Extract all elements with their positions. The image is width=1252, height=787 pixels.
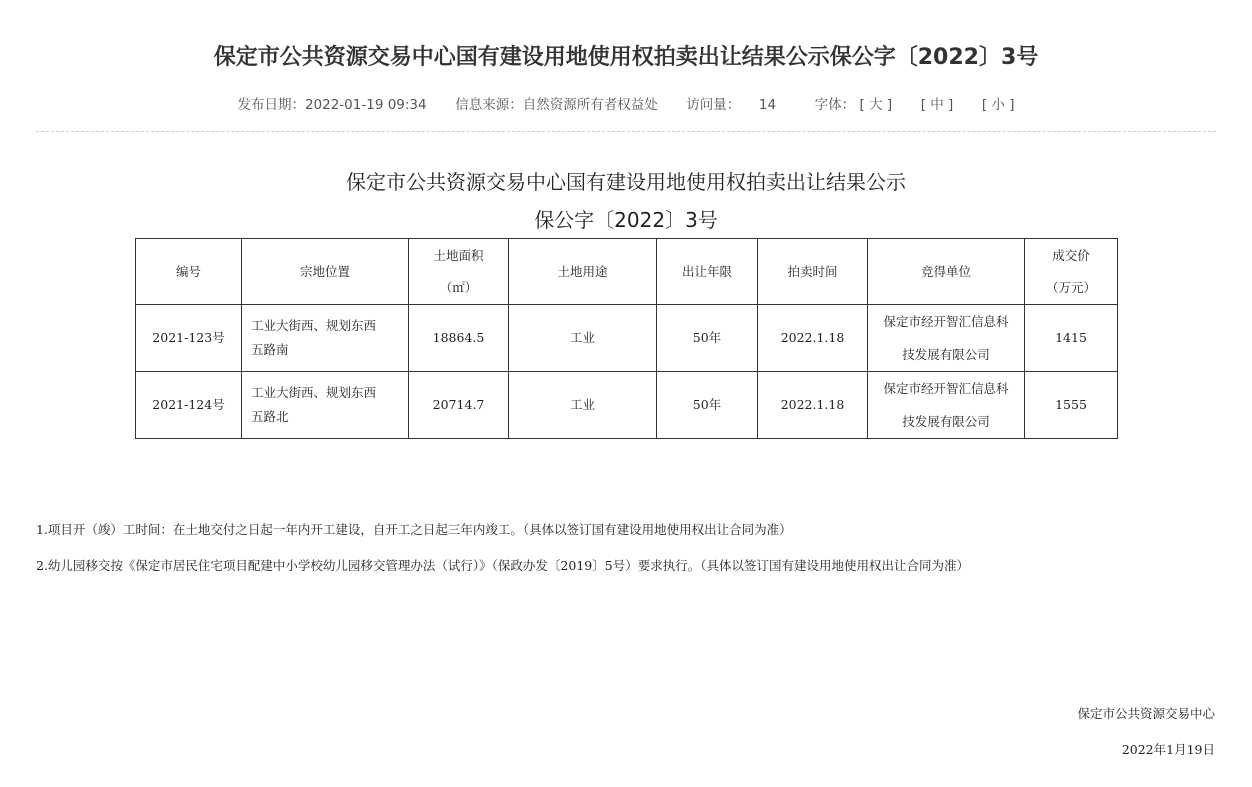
cell-winner: [868, 372, 1025, 439]
source-label: 信息来源：: [455, 97, 523, 113]
page-title: 保定市公共资源交易中心国有建设用地使用权拍卖出让结果公示保公字〔2022〕3号: [213, 45, 1039, 70]
cell-winner-line2: 技发展有限公司: [902, 414, 990, 429]
auction-result-table: [135, 238, 1118, 439]
font-size-label: 字体：: [814, 97, 856, 113]
header-auction-time: 拍卖时间: [758, 239, 868, 305]
cell-number: 2021-123号: [136, 305, 242, 372]
document-number: 保公字〔2022〕3号: [534, 208, 718, 232]
table-row: [136, 372, 1118, 439]
cell-location-line2: 五路南: [251, 342, 289, 357]
font-medium-button[interactable]: [ 中 ]: [920, 97, 954, 113]
font-large-button[interactable]: [ 大 ]: [859, 97, 893, 113]
cell-area: 20714.7: [409, 372, 509, 439]
cell-usage: 工业: [509, 305, 657, 372]
cell-location-line1: 工业大街西、规划东西: [251, 385, 377, 400]
header-price-unit: （万元）: [1045, 279, 1096, 295]
cell-term: 50年: [657, 305, 758, 372]
publish-date-label: 发布日期：: [237, 97, 305, 113]
cell-location: [242, 372, 409, 439]
cell-winner: [868, 305, 1025, 372]
note-item: 2.幼儿园移交按《保定市居民住宅项目配建中小学校幼儿园移交管理办法（试行）》（保政办发〔2019〕5号）要求执行。（具体以签订国有建设用地使用权出让合同为准）: [36, 558, 969, 573]
article-meta: [0, 93, 1252, 113]
table-header-row: [136, 239, 1118, 305]
publish-date: 2022-01-19 09:34: [304, 97, 427, 113]
header-number: 编号: [136, 239, 242, 305]
signature-organization: 保定市公共资源交易中心: [1077, 706, 1215, 721]
cell-price: 1555: [1025, 372, 1118, 439]
cell-term: 50年: [657, 372, 758, 439]
views-label: 访问量：: [686, 97, 741, 113]
header-divider: [36, 131, 1216, 132]
font-small-button[interactable]: [ 小 ]: [981, 97, 1015, 113]
views-count: 14: [758, 97, 777, 113]
header-area: [409, 239, 509, 305]
document-title: 保定市公共资源交易中心国有建设用地使用权拍卖出让结果公示: [346, 170, 906, 194]
cell-winner-line1: 保定市经开智汇信息科: [883, 314, 1009, 329]
cell-usage: 工业: [509, 372, 657, 439]
cell-number: 2021-124号: [136, 372, 242, 439]
header-term: 出让年限: [657, 239, 758, 305]
header-area-label: 土地面积: [433, 247, 484, 263]
cell-auction-time: 2022.1.18: [758, 372, 868, 439]
header-winner: 竞得单位: [868, 239, 1025, 305]
note-item: 1.项目开（竣）工时间：在土地交付之日起一年内开工建设，自开工之日起三年内竣工。（具体以签订国有建设用地使用权出让合同为准）: [36, 522, 792, 537]
table-row: [136, 305, 1118, 372]
header-price-label: 成交价: [1052, 247, 1090, 263]
signature-date: 2022年1月19日: [1121, 742, 1215, 757]
cell-auction-time: 2022.1.18: [758, 305, 868, 372]
source-value: 自然资源所有者权益处: [522, 97, 658, 113]
header-usage: 土地用途: [509, 239, 657, 305]
header-price: [1025, 239, 1118, 305]
cell-location: [242, 305, 409, 372]
cell-location-line2: 五路北: [251, 409, 289, 424]
cell-winner-line2: 技发展有限公司: [902, 347, 990, 362]
cell-price: 1415: [1025, 305, 1118, 372]
header-area-unit: （㎡）: [439, 279, 478, 295]
cell-winner-line1: 保定市经开智汇信息科: [883, 381, 1009, 396]
header-location: 宗地位置: [242, 239, 409, 305]
cell-location-line1: 工业大街西、规划东西: [251, 318, 377, 333]
cell-area: 18864.5: [409, 305, 509, 372]
